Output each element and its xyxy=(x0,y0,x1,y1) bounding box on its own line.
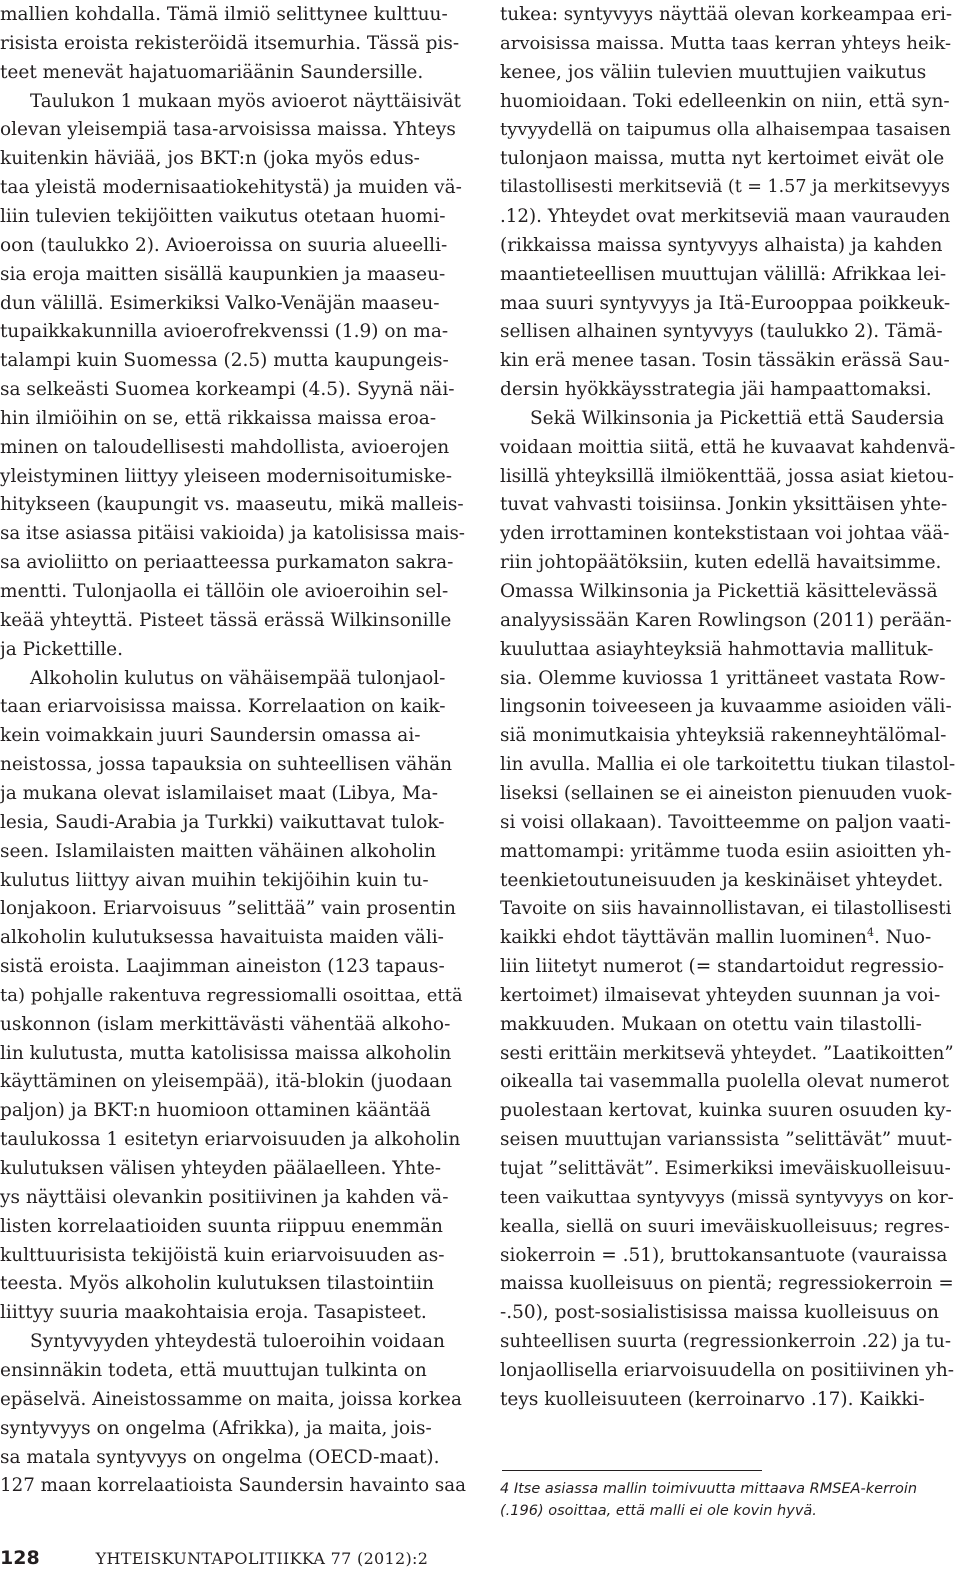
text-line: kenee, jos väliin tulevien muuttujien vaikutus xyxy=(500,61,927,83)
text-line: 127 maan korrelaatioista Saundersin havainto saa xyxy=(0,1475,467,1497)
text-line: mentti. Tulonjaolla ei tällöin ole avioeroihin sel- xyxy=(0,581,449,602)
text-line: sesti erittäin merkitsevä yhteydet. ”Laatikoitten” xyxy=(500,1042,954,1064)
text-line: maa suuri syntyvyys ja Itä-Eurooppaa poikkeuk- xyxy=(500,292,951,314)
footnote-rule xyxy=(502,1470,762,1471)
text-line: uskonnon (islam merkittävästi vähentää alkoho- xyxy=(0,1013,451,1035)
text-line: seisen muuttujan varianssista ”selittävät” muut- xyxy=(500,1129,953,1151)
text-line: (rikkaissa maissa syntyvyys alhaista) ja kahden xyxy=(500,234,943,256)
text-line: ensinnäkin todeta, että muuttujan tulkinta on xyxy=(0,1359,427,1381)
text-line: lonjakoon. Eriarvoisuus ”selittää” vain prosentin xyxy=(0,898,456,920)
text-line: taa yleistä modernisaatiokehitystä) ja muiden vä- xyxy=(0,177,462,199)
text-line: voidaan moittia siitä, että he kuvaavat kahdenvä- xyxy=(500,436,956,458)
text-line: tukea: syntyvyys näyttää olevan korkeampaa eri- xyxy=(500,4,953,25)
text-line: kealla, siellä on suuri imeväiskuolleisuus; regres- xyxy=(500,1215,950,1237)
text-line: -.50), post-sosialistisissa maissa kuolleisuus on xyxy=(500,1302,939,1324)
footnote-reference: 4 xyxy=(866,926,874,940)
text-line: Tavoite on siis havainnollistavan, ei tilastollisesti xyxy=(500,898,952,920)
text-line: teys kuolleisuuteen (kerroinarvo .17). Kaikki- xyxy=(500,1388,925,1410)
text-line: lin avulla. Mallia ei ole tarkoitettu tiukan tilastol- xyxy=(500,754,956,776)
text-line: taan eriarvoisissa maissa. Korrelaation on kaik- xyxy=(0,696,446,718)
text-line: ys näyttäisi olevankin positiivinen ja kahden vä- xyxy=(0,1186,449,1208)
text-line: suhteellisen suurta (regressionkerroin .22) ja tu- xyxy=(500,1331,952,1353)
text-line: Alkoholin kulutus on vähäisempää tulonjaol- xyxy=(30,667,446,689)
text-line: seen. Islamilaisten maitten vähäinen alkoholin xyxy=(0,840,437,862)
text-line: mallien kohdalla. Tämä ilmiö selittynee kulttuu- xyxy=(0,4,448,25)
text-line: teet menevät hajatuomariäänin Saundersille. xyxy=(0,61,424,83)
text-line: sa avioliitto on periaatteessa purkamaton sakra- xyxy=(0,552,454,574)
text-line: sa itse asiassa pitäisi vakioida) ja katolisissa mais- xyxy=(0,523,465,545)
text-line: siä monimutkaisia yhteyksiä rakenneyhtälömal- xyxy=(500,725,947,747)
text-line: teenkietoutuneisuuden ja keskinäiset yhteydet. xyxy=(500,869,944,891)
text-line: kertoimet) ilmaisevat yhteyden suunnan ja voi- xyxy=(500,984,941,1006)
text-line: alkoholin kulutuksessa havaituista maiden väli- xyxy=(0,927,444,949)
text-line: neistossa, jossa tapauksia on suhteellisen vähän xyxy=(0,754,453,776)
text-line: sa selkeästi Suomea korkeampi (4.5). Syynä näi- xyxy=(0,379,455,401)
text-line: paljon) ja BKT:n huomioon ottaminen kääntää xyxy=(0,1100,431,1122)
text-line: ta) pohjalle rakentuva regressiomalli osoittaa, että xyxy=(0,984,463,1006)
text-line: lesia, Saudi-Arabia ja Turkki) vaikuttavat tulok- xyxy=(0,811,445,833)
text-line: tilastollisesti merkitseviä (t = 1.57 ja merkitsevyys xyxy=(500,177,951,198)
text-line: Sekä Wilkinsonia ja Pickettiä että Saudersia xyxy=(530,407,945,429)
text-line: lingsonin toiveeseen ja kuvaamme asioiden väli- xyxy=(500,696,952,718)
text-line: huomioidaan. Toki edelleenkin on niin, että syn- xyxy=(500,90,950,112)
text-line: yden irrottaminen kontekstistaan voi johtaa vää- xyxy=(500,523,950,545)
text-line: syntyvyys on ongelma (Afrikka), ja maita, jois- xyxy=(0,1417,432,1439)
text-line: yleistyminen liittyy yleiseen modernisoitumiske- xyxy=(0,465,452,487)
text-line: makkuuden. Mukaan on otettu vain tilastolli- xyxy=(500,1013,922,1035)
text-line: maantieteellisen muuttujan välillä: Afrikkaa lei- xyxy=(500,263,947,285)
text-line: tulonjaon maissa, mutta nyt kertoimet eivät ole xyxy=(500,148,945,170)
footnote-line: (.196) osoittaa, että malli ei ole kovin hyvä. xyxy=(500,1503,817,1519)
text-line: kein voimakkain juuri Saundersin omassa ai- xyxy=(0,725,421,747)
text-line-tail: . Nuo- xyxy=(873,927,932,949)
text-line: ja mukana olevat islamilaiset maat (Libya, Ma- xyxy=(0,782,439,804)
text-line: kulutuksen välisen yhteyden päälaelleen. Yhte- xyxy=(0,1158,442,1179)
text-line: liin tulevien tekijöitten vaikutus otetaan huomi- xyxy=(0,205,446,227)
text-line: sia. Olemme kuviossa 1 yrittäneet vastata Row- xyxy=(500,667,946,689)
text-line: dersin hyökkäysstrategia jäi hampaattomaksi. xyxy=(500,379,932,401)
text-line: ja Pickettille. xyxy=(0,638,123,660)
text-line: risista eroista rekisteröidä itsemurhia. Tässä pis- xyxy=(0,32,460,54)
text-line: liseksi (sellainen se ei aineiston pienuuden vuok- xyxy=(500,782,953,804)
text-line: kuitenkin häviää, jos BKT:n (joka myös edus- xyxy=(0,148,420,170)
text-line: tujat ”selittävät”. Esimerkiksi imeväiskuolleisuu- xyxy=(500,1158,951,1179)
text-line: talampi kuin Suomessa (2.5) mutta kaupungeis- xyxy=(0,350,449,372)
text-line: tyvyydellä on taipumus olla alhaisempaa tasaisen xyxy=(500,119,951,141)
text-line: tupaikkakunnilla avioerofrekvenssi (1.9) on ma- xyxy=(0,321,449,343)
text-line: lin kulutusta, mutta katolisissa maissa alkoholin xyxy=(0,1042,452,1064)
text-line: sistä eroista. Laajimman aineiston (123 tapaus- xyxy=(0,956,445,978)
text-line: kuuluttaa asiayhteyksiä hahmottavia mallituk- xyxy=(500,638,934,660)
text-line: Omassa Wilkinsonia ja Pickettiä käsittelevässä xyxy=(500,581,938,602)
text-line: .12). Yhteydet ovat merkitseviä maan vaurauden xyxy=(500,205,951,227)
text-line: liin liitetyt numerot (= standartoidut regressio- xyxy=(500,956,944,978)
text-line: riin johtopäätöksiin, kuten edellä havaitsimme. xyxy=(500,552,942,574)
text-line: analyysissään Karen Rowlingson (2011) perään- xyxy=(500,609,952,631)
text-line: dun välillä. Esimerkiksi Valko-Venäjän maaseu- xyxy=(0,292,440,314)
text-line: Taulukon 1 mukaan myös avioerot näyttäisivät xyxy=(30,90,461,112)
text-line: mattomampi: yritämme tuoda esiin asioitten yh- xyxy=(500,840,952,862)
text-line: hitykseen (kaupungit vs. maaseutu, mikä malleis- xyxy=(0,494,464,516)
text-line: si voisi ollakaan). Tavoitteemme on paljon vaati- xyxy=(500,811,951,833)
page-number: 128 xyxy=(0,1547,40,1569)
text-line: epäselvä. Aineistossamme on maita, joissa korkea xyxy=(0,1388,462,1410)
text-line: olevan yleisempiä tasa-arvoisissa maissa. Yhteys xyxy=(0,119,456,141)
text-line: taulukossa 1 esitetyn eriarvoisuuden ja alkoholin xyxy=(0,1129,461,1151)
text-line: kulutus liittyy aivan muihin tekijöihin kuin tu- xyxy=(0,869,429,891)
text-line: minen on taloudellisesti mahdollista, avioerojen xyxy=(0,436,450,458)
text-line: teen vaikuttaa syntyvyys (missä syntyvyys on kor- xyxy=(500,1186,954,1208)
text-line: sa matala syntyvyys on ongelma (OECD-maat). xyxy=(0,1446,440,1468)
text-line: keää yhteyttä. Pisteet tässä erässä Wilkinsonille xyxy=(0,609,452,631)
text-line: oikealla tai vasemmalla puolella olevat numerot xyxy=(500,1071,950,1093)
text-line: tuvat vahvasti toisiinsa. Jonkin yksittäisen yhte- xyxy=(500,494,948,516)
journal-title: YHTEISKUNTAPOLITIIKKA 77 (2012):2 xyxy=(95,1549,429,1568)
text-line: siokerroin = .51), bruttokansantuote (vauraissa xyxy=(500,1244,948,1266)
text-line: käyttäminen on yleisempää), itä-blokin (juodaan xyxy=(0,1071,453,1093)
text-line: lonjaollisella eriarvoisuudella on positiivinen yh- xyxy=(500,1359,954,1381)
text-line: oon (taulukko 2). Avioeroissa on suuria alueelli- xyxy=(0,234,448,256)
text-line: puolestaan kertovat, kuinka suuren osuuden ky- xyxy=(500,1100,952,1122)
text-line: liittyy suuria maakohtaisia eroja. Tasapisteet. xyxy=(0,1302,427,1324)
text-line: teesta. Myös alkoholin kulutuksen tilastointiin xyxy=(0,1273,435,1295)
text-line: kulttuurisista tekijöistä kuin eriarvoisuuden as- xyxy=(0,1244,445,1266)
text-line: lisillä yhteyksillä ilmiökenttää, jossa asiat kietou- xyxy=(500,465,954,487)
text-line: kaikki ehdot täyttävän mallin luominen$^4$. Nuo- xyxy=(500,926,932,949)
text-line: listen korrelaatioiden suunta riippuu enemmän xyxy=(0,1215,443,1237)
text-line: arvoisissa maissa. Mutta taas kerran yhteys heik- xyxy=(500,32,952,54)
text-line: hin ilmiöihin on se, että rikkaissa maissa eroa- xyxy=(0,407,437,429)
text-line: kin erä menee tasan. Tosin tässäkin erässä Sau- xyxy=(500,350,950,372)
page-footer xyxy=(0,1545,428,1571)
text-line: sia eroja maitten sisällä kaupunkien ja maaseu- xyxy=(0,263,446,285)
footnote-line: 4 Itse asiassa mallin toimivuutta mittaava RMSEA-kerroin xyxy=(500,1481,918,1497)
text-line: sellisen alhainen syntyvyys (taulukko 2). Tämä- xyxy=(500,321,943,343)
text-line: Syntyvyyden yhteydestä tuloeroihin voidaan xyxy=(30,1331,445,1353)
text-line: maissa kuolleisuus on pientä; regressiokerroin = xyxy=(500,1273,954,1295)
